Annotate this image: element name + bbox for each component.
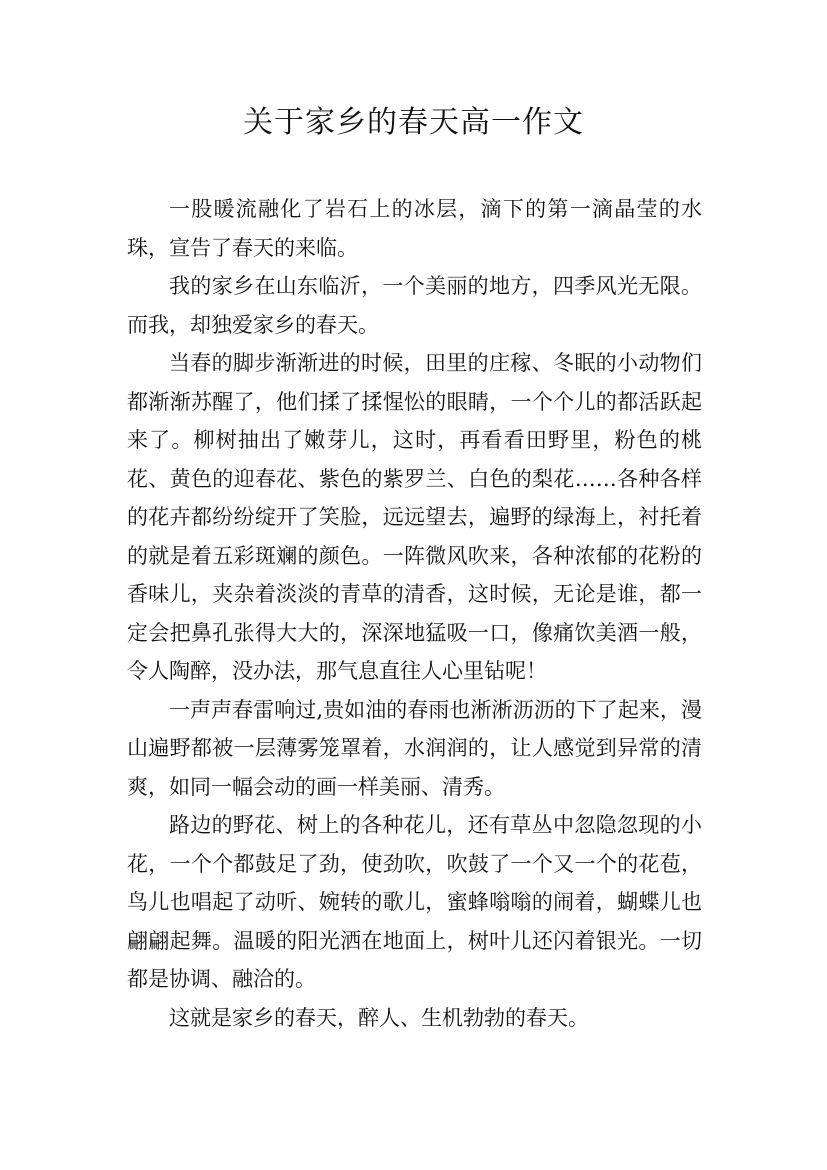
paragraph-5: 路边的野花、树上的各种花儿，还有草丛中忽隐忽现的小花，一个个都鼓足了劲，使劲吹，吹鼓了一个又一个的花苞，鸟儿也唱起了动听、婉转的歌儿，蜜蜂嗡嗡的闹着，蝴蝶儿也翩翩起舞。温暖的阳光洒在地面上，树叶儿还闪着银光。一切都是协调、融洽的。 <box>127 813 702 991</box>
paragraph-3: 当春的脚步渐渐进的时候，田里的庄稼、冬眠的小动物们都渐渐苏醒了，他们揉了揉惺忪的眼睛，一个个儿的都活跃起来了。柳树抽出了嫩芽儿，这时，再看看田野里，粉色的桃花、黄色的迎春花、紫色的紫罗兰、白色的梨花……各种各样的花卉都纷纷绽开了笑脸，远远望去，遍野的绿海上，衬托着的就是着五彩斑斓的颜色。一阵微风吹来，各种浓郁的花粉的香味儿，夹杂着淡淡的青草的清香，这时候，无论是谁，都一定会把鼻孔张得大大的，深深地猛吸一口，像痛饮美酒一般，令人陶醉，没办法，那气息直往人心里钻呢！ <box>127 351 702 683</box>
essay-body <box>127 190 702 1037</box>
paragraph-4: 一声声春雷响过,贵如油的春雨也淅淅沥沥的下了起来，漫山遍野都被一层薄雾笼罩着，水润润的，让人感觉到异常的清爽，如同一幅会动的画一样美丽、清秀。 <box>127 697 702 799</box>
page-title: 关于家乡的春天高一作文 <box>243 105 584 140</box>
paragraph-1: 一股暖流融化了岩石上的冰层，滴下的第一滴晶莹的水珠，宣告了春天的来临。 <box>127 197 702 260</box>
paragraph-6: 这就是家乡的春天，醉人、生机勃勃的春天。 <box>169 1005 589 1030</box>
paragraph-2: 我的家乡在山东临沂，一个美丽的地方，四季风光无限。而我，却独爱家乡的春天。 <box>127 274 702 337</box>
